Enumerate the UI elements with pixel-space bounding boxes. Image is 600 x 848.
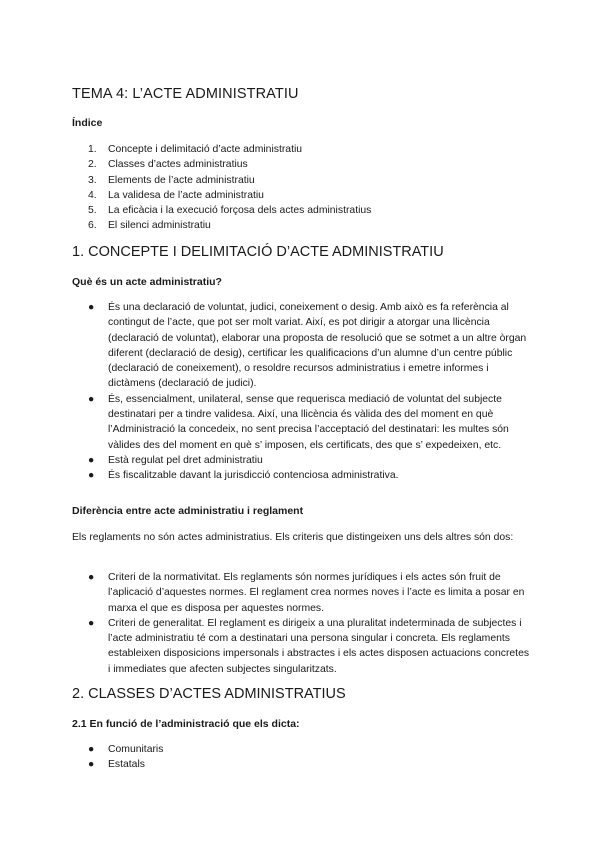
- index-text: Classes d’actes administratius: [108, 159, 248, 171]
- index-item: [88, 203, 371, 218]
- what-is-heading: Què és un acte administratiu?: [72, 276, 222, 288]
- criteria-bullet-list: [88, 570, 532, 677]
- section-2-title: 2. CLASSES D’ACTES ADMINISTRATIUS: [72, 686, 346, 702]
- list-item: [88, 453, 532, 468]
- list-item-text: Estatals: [108, 759, 145, 771]
- index-number: 4.: [88, 189, 97, 201]
- index-number: 1.: [88, 144, 97, 155]
- list-item: [88, 300, 532, 392]
- index-item: [88, 157, 371, 172]
- list-item: [88, 392, 532, 453]
- bullet-icon: ●: [88, 393, 95, 405]
- index-item: [88, 188, 371, 203]
- list-item: [88, 742, 532, 757]
- difference-intro: Els reglaments no són actes administratius. Els criteris que distingeixen uns dels altres són dos:: [72, 532, 514, 543]
- index-number: 3.: [88, 174, 97, 186]
- section-1-title: 1. CONCEPTE I DELIMITACIÓ D’ACTE ADMINISTRATIU: [72, 244, 444, 260]
- list-item: [88, 570, 532, 616]
- index-text: La eficàcia i la execució forçosa dels actes administratius: [108, 205, 372, 217]
- list-item-text: És una declaració de voluntat, judici, coneixement o desig. Amb això es fa referència al contingut de l’acte, que pot ser molt variat. Així, es pot dirigir a atorgar una llicència (declaració de voluntat), elaborar una proposta de resolució que se sotmet a un altre òrgan diferent (declaració de desig), certificar les qualificacions d’un alumne d’un centre públic (declaració de coneixement), o resoldre recursos administratius i emetre informes i dictàmens (declaració de judici).: [108, 302, 527, 390]
- index-number: 6.: [88, 220, 97, 232]
- list-item-text: Criteri de generalitat. El reglament es dirigeix a una pluralitat indeterminada de subjectes i l’acte administratiu té com a destinatari una persona singular i concreta. Els reglaments estableixen disposicions impersonals i abstractes i els actes disposen actuacions concretes i immediates que afecten subjectes singularitzats.: [108, 617, 530, 675]
- bullet-icon: ●: [88, 617, 95, 629]
- bullet-icon: ●: [88, 572, 95, 583]
- document-title: TEMA 4: L’ACTE ADMINISTRATIU: [72, 86, 299, 102]
- index-number: 2.: [88, 159, 97, 171]
- index-text: La validesa de l’acte administratiu: [108, 189, 264, 201]
- list-item-text: Criteri de la normativitat. Els reglaments són normes jurídiques i els actes són fruit de l’aplicació d’aquestes normes. El reglament crea normes noves i l’acte es limita a posar en marxa el que es disposa per aquestes normes.: [108, 572, 525, 614]
- index-list: [88, 142, 371, 234]
- index-heading: Índice: [72, 117, 103, 129]
- index-text: Elements de l’acte administratiu: [108, 174, 255, 186]
- index-item: [88, 142, 371, 157]
- list-item-text: Comunitaris: [108, 744, 164, 755]
- bullet-icon: ●: [88, 744, 95, 755]
- list-item-text: És fiscalitzable davant la jurisdicció contenciosa administrativa.: [108, 470, 399, 482]
- index-text: Concepte i delimitació d’acte administratiu: [108, 144, 303, 155]
- administration-bullet-list: [88, 742, 532, 773]
- definition-bullet-list: [88, 300, 532, 484]
- index-text: El silenci administratiu: [108, 220, 211, 232]
- bullet-icon: ●: [88, 470, 95, 482]
- difference-heading: Diferència entre acte administratiu i reglament: [72, 505, 304, 517]
- list-item: [88, 616, 532, 677]
- index-item: [88, 173, 371, 188]
- list-item-text: Està regulat pel dret administratiu: [108, 454, 263, 466]
- index-number: 5.: [88, 205, 97, 217]
- bullet-icon: ●: [88, 454, 95, 466]
- index-item: [88, 218, 371, 233]
- section-2-1-heading: 2.1 En funció de l’administració que els dicta:: [72, 718, 300, 730]
- list-item: [88, 757, 532, 772]
- bullet-icon: ●: [88, 302, 95, 313]
- bullet-icon: ●: [88, 759, 95, 771]
- list-item: [88, 468, 532, 483]
- list-item-text: És, essencialment, unilateral, sense que requerisca mediació de voluntat del subjecte destinatari per a tindre validesa. Així, una llicència és vàlida des del moment en què l’Administració la concedeix, no sent precisa l’acceptació del destinatari: les multes són vàlides des del moment en què s’ imposen, els certificats, des que s’ expedeixen, etc.: [108, 393, 509, 451]
